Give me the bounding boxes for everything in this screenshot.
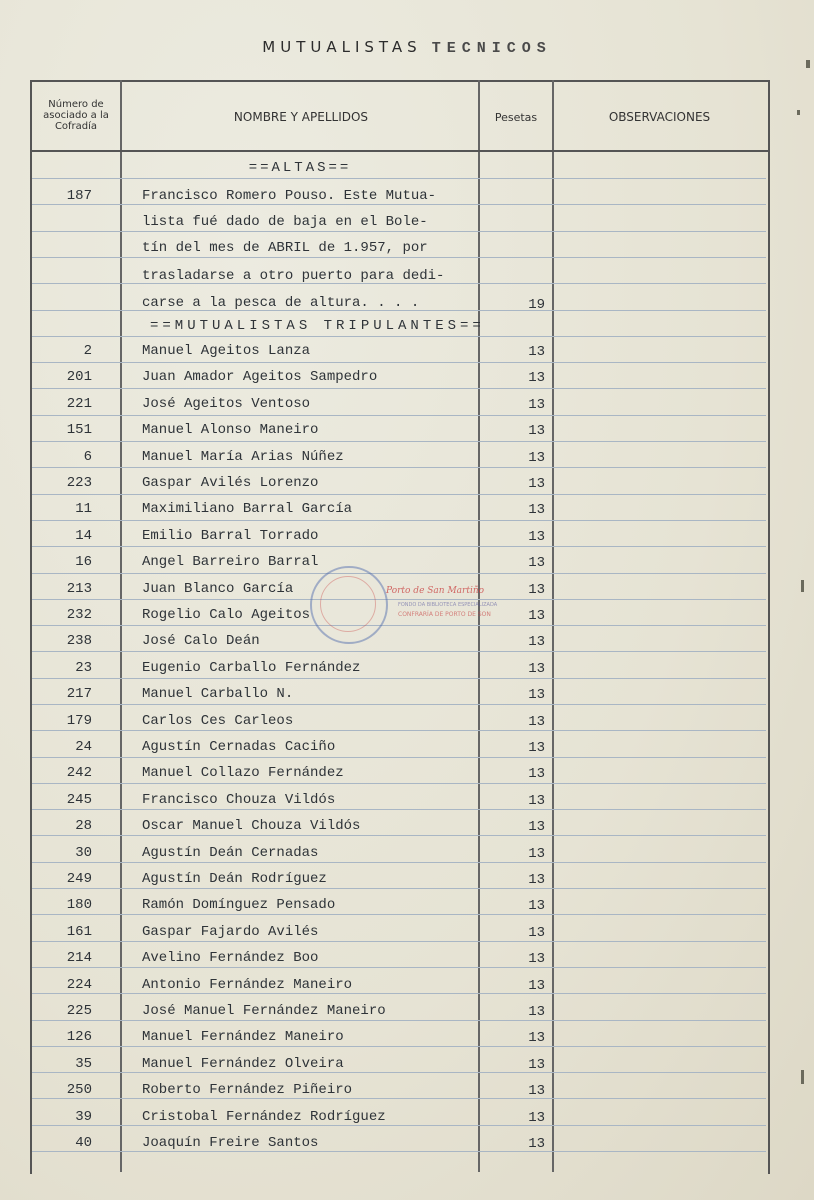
column-divider	[552, 80, 554, 1172]
ruled-line	[32, 730, 766, 731]
row-amount: 13	[528, 872, 545, 888]
row-name: Manuel Ageitos Lanza	[142, 343, 311, 359]
tripulantes-heading: ==MUTUALISTAS TRIPULANTES==	[150, 318, 485, 334]
edge-mark	[806, 60, 810, 68]
row-number: 242	[66, 765, 92, 781]
library-stamp	[310, 566, 388, 644]
header-observaciones: OBSERVACIONES	[608, 110, 711, 124]
row-number: 223	[66, 475, 92, 491]
row-number: 225	[66, 1003, 92, 1019]
row-name: Gaspar Fajardo Avilés	[142, 924, 319, 940]
row-amount: 13	[528, 766, 545, 782]
row-number: 6	[83, 449, 92, 465]
row-number: 126	[66, 1029, 92, 1045]
row-name: Francisco Chouza Vildós	[142, 792, 336, 808]
row-number: 24	[75, 739, 92, 755]
row-amount: 13	[528, 714, 545, 730]
row-name: Cristobal Fernández Rodríguez	[142, 1109, 386, 1125]
row-name: Avelino Fernández Boo	[142, 950, 319, 966]
row-amount: 13	[528, 555, 545, 571]
row-number: 16	[75, 554, 92, 570]
row-amount: 13	[528, 370, 545, 386]
row-amount: 13	[528, 925, 545, 941]
ruled-line	[32, 546, 766, 547]
row-number: 2	[83, 343, 92, 359]
row-number: 214	[66, 950, 92, 966]
row-name: Manuel Fernández Maneiro	[142, 1029, 344, 1045]
edge-mark	[801, 580, 804, 592]
row-name: Carlos Ces Carleos	[142, 713, 294, 729]
row-name: Antonio Fernández Maneiro	[142, 977, 353, 993]
row-name: Eugenio Carballo Fernández	[142, 660, 361, 676]
row-number: 23	[75, 660, 92, 676]
altas-line: Francisco Romero Pouso. Este Mutua-	[142, 188, 437, 204]
row-name: Ramón Domínguez Pensado	[142, 897, 336, 913]
row-name: Manuel Collazo Fernández	[142, 765, 344, 781]
row-number: 39	[75, 1109, 92, 1125]
ruled-line	[32, 336, 766, 337]
row-number: 14	[75, 528, 92, 544]
ruled-line	[32, 204, 766, 205]
row-name: Angel Barreiro Barral	[142, 554, 319, 570]
row-amount: 13	[528, 951, 545, 967]
row-amount: 13	[528, 1004, 545, 1020]
altas-heading: ==ALTAS==	[248, 160, 352, 176]
ruled-line	[32, 1098, 766, 1099]
row-name: Manuel Alonso Maneiro	[142, 422, 319, 438]
row-name: Emilio Barral Torrado	[142, 528, 319, 544]
row-number: 151	[66, 422, 92, 438]
ruled-line	[32, 862, 766, 863]
stamp-subtitle: FONDO DA BIBLIOTECA ESPECIALIZADA	[398, 602, 498, 608]
row-number: 250	[66, 1082, 92, 1098]
row-name: Juan Blanco García	[142, 581, 294, 597]
row-amount: 13	[528, 1110, 545, 1126]
row-amount: 13	[528, 344, 545, 360]
row-number: 238	[66, 633, 92, 649]
row-amount: 13	[528, 793, 545, 809]
row-number: 201	[66, 369, 92, 385]
stamp-title: Porto de San Martiño	[386, 586, 485, 596]
ruled-line	[32, 388, 766, 389]
ruled-line	[32, 1020, 766, 1021]
row-amount: 13	[528, 661, 545, 677]
row-number: 161	[66, 924, 92, 940]
row-amount: 13	[528, 634, 545, 650]
stamp-subtitle: CONFRARÍA DE PORTO DE SON	[398, 611, 491, 618]
row-name: Maximiliano Barral García	[142, 501, 353, 517]
altas-line: tín del mes de ABRIL de 1.957, por	[142, 240, 428, 256]
header-nombre: NOMBRE Y APELLIDOS	[233, 110, 369, 124]
row-amount: 13	[528, 819, 545, 835]
column-divider	[478, 80, 480, 1172]
ruled-line	[32, 625, 766, 626]
row-amount: 13	[528, 1057, 545, 1073]
row-name: José Calo Deán	[142, 633, 260, 649]
header-pesetas: Pesetas	[494, 111, 538, 124]
ruled-line	[32, 415, 766, 416]
row-name: Manuel Carballo N.	[142, 686, 294, 702]
altas-line: lista fué dado de baja en el Bole-	[142, 214, 428, 230]
altas-line: trasladarse a otro puerto para dedi-	[142, 268, 445, 284]
edge-mark	[801, 1070, 804, 1084]
row-number: 224	[66, 977, 92, 993]
row-number: 179	[66, 713, 92, 729]
row-name: Manuel Fernández Olveira	[142, 1056, 344, 1072]
header-rule	[30, 150, 768, 152]
row-name: Rogelio Calo Ageitos	[142, 607, 311, 623]
row-name: Agustín Deán Rodríguez	[142, 871, 327, 887]
row-number: 245	[66, 792, 92, 808]
edge-mark	[797, 110, 800, 115]
ruled-line	[32, 704, 766, 705]
row-amount: 13	[528, 846, 545, 862]
row-amount: 13	[528, 476, 545, 492]
row-name: Agustín Deán Cernadas	[142, 845, 319, 861]
row-amount: 13	[528, 1083, 545, 1099]
row-amount: 13	[528, 423, 545, 439]
row-name: Gaspar Avilés Lorenzo	[142, 475, 319, 491]
title-part2: TECNICOS	[431, 40, 552, 57]
row-name: Juan Amador Ageitos Sampedro	[142, 369, 378, 385]
ruled-line	[32, 1151, 766, 1152]
ruled-line	[32, 967, 766, 968]
row-number: 213	[66, 581, 92, 597]
ruled-line	[32, 520, 766, 521]
row-number: 180	[66, 897, 92, 913]
altas-line: carse a la pesca de altura. . . .	[142, 295, 420, 311]
row-amount: 13	[528, 529, 545, 545]
ruled-line	[32, 1125, 766, 1126]
ruled-line	[32, 257, 766, 258]
column-divider	[120, 80, 122, 1172]
ruled-line	[32, 599, 766, 600]
ruled-line	[32, 441, 766, 442]
row-number: 30	[75, 845, 92, 861]
ruled-line	[32, 941, 766, 942]
row-amount: 13	[528, 687, 545, 703]
row-name: José Ageitos Ventoso	[142, 396, 311, 412]
ruled-line	[32, 573, 766, 574]
row-name: Roberto Fernández Piñeiro	[142, 1082, 353, 1098]
row-amount: 13	[528, 1136, 545, 1152]
row-amount: 13	[528, 502, 545, 518]
ruled-line	[32, 783, 766, 784]
row-number: 249	[66, 871, 92, 887]
row-number: 40	[75, 1135, 92, 1151]
ruled-line	[32, 494, 766, 495]
altas-amount: 19	[528, 297, 545, 313]
row-amount: 13	[528, 582, 545, 598]
ruled-line	[32, 914, 766, 915]
stamp-anchor-ring	[320, 576, 376, 632]
ruled-line	[32, 993, 766, 994]
row-number: 11	[75, 501, 92, 517]
ruled-line	[32, 362, 766, 363]
row-number: 221	[66, 396, 92, 412]
row-amount: 13	[528, 397, 545, 413]
ruled-line	[32, 178, 766, 179]
row-name: Joaquín Freire Santos	[142, 1135, 319, 1151]
row-name: Oscar Manuel Chouza Vildós	[142, 818, 361, 834]
row-number: 217	[66, 686, 92, 702]
row-name: Agustín Cernadas Caciño	[142, 739, 336, 755]
row-amount: 13	[528, 450, 545, 466]
row-amount: 13	[528, 898, 545, 914]
row-amount: 13	[528, 1030, 545, 1046]
ruled-line	[32, 231, 766, 232]
ruled-line	[32, 757, 766, 758]
ruled-line	[32, 678, 766, 679]
row-number: 28	[75, 818, 92, 834]
row-amount: 13	[528, 978, 545, 994]
row-name: Manuel María Arias Núñez	[142, 449, 344, 465]
altas-number: 187	[66, 188, 92, 204]
page-title	[0, 38, 814, 57]
header-numero: Número de asociado a la Cofradía	[43, 99, 109, 132]
row-amount: 13	[528, 608, 545, 624]
row-name: José Manuel Fernández Maneiro	[142, 1003, 386, 1019]
ruled-line	[32, 835, 766, 836]
ruled-line	[32, 467, 766, 468]
ruled-line	[32, 809, 766, 810]
title-part1: MUTUALISTAS	[262, 38, 422, 56]
ruled-line	[32, 651, 766, 652]
ruled-line	[32, 1072, 766, 1073]
ruled-line	[32, 1046, 766, 1047]
row-amount: 13	[528, 740, 545, 756]
ruled-line	[32, 888, 766, 889]
row-number: 232	[66, 607, 92, 623]
row-number: 35	[75, 1056, 92, 1072]
